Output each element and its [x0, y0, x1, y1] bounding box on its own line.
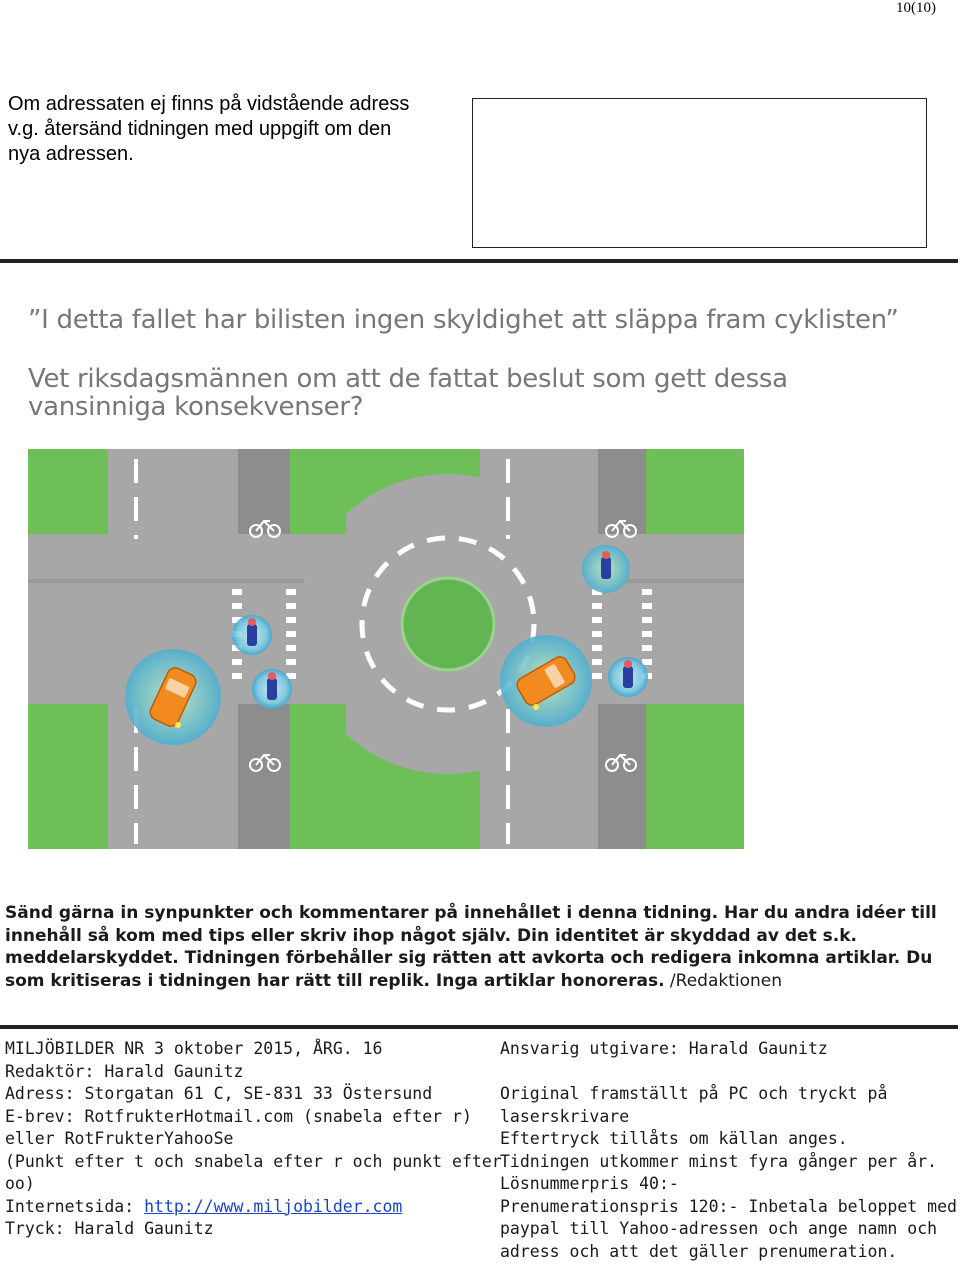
- cyclist-highlight: [582, 545, 630, 593]
- colophon-right: [500, 1038, 958, 1263]
- email-line-2: eller RotFrukterYahooSe: [5, 1129, 234, 1148]
- website-label: Internetsida:: [5, 1196, 145, 1216]
- address-line: Adress: Storgatan 61 C, SE-831 33 Östersund: [5, 1084, 433, 1103]
- editorial-signature: /Redaktionen: [664, 970, 783, 991]
- article-headline: ”I detta fallet har bilisten ingen skyldighet att släppa fram cyklisten”: [28, 305, 899, 335]
- return-address-note: [8, 92, 478, 167]
- top-divider: [0, 259, 958, 263]
- production-line-2: laserskrivare: [500, 1106, 630, 1126]
- website-link[interactable]: http://www.miljobilder.com: [144, 1196, 403, 1216]
- editorial-note-text: Sänd gärna in synpunkter och kommentarer på innehållet i denna tidning. Har du andra idéer till innehåll så kom med tips eller skriv ihop något själv. Din identitet är skyddad av det s.k. meddelarskyddet. Tidningen förbehåller sig rätten att avkorta och redigera inkomna artiklar. Du som kritiseras i tidningen har rätt till replik. Inga artiklar honoreras.: [5, 903, 937, 991]
- return-note-line: Om adressaten ej finns på vidstående adress: [8, 93, 410, 115]
- reprint-line: Eftertryck tillåts om källan anges.: [500, 1129, 848, 1148]
- email-line: E-brev: RotfrukterHotmail.com (snabela efter r): [5, 1106, 472, 1126]
- email-note-line-2: oo): [5, 1174, 35, 1193]
- roundabout-center: [402, 578, 494, 670]
- email-note-line: (Punkt efter t och snabela efter r och punkt efter: [5, 1151, 502, 1171]
- car-highlight: [125, 649, 221, 745]
- print-line: Tryck: Harald Gaunitz: [5, 1219, 214, 1238]
- website-line: [5, 1196, 485, 1219]
- roundabout-illustration: [28, 449, 744, 849]
- car-highlight: [500, 635, 592, 727]
- cyclist-highlight: [252, 669, 292, 709]
- article-subheadline: Vet riksdagsmännen om att de fattat beslut som gett dessa vansinniga konsekvenser?: [28, 364, 788, 422]
- cyclist-highlight: [608, 657, 648, 697]
- publisher-line: Ansvarig utgivare: Harald Gaunitz: [500, 1039, 828, 1058]
- address-label-box: [472, 98, 927, 248]
- bottom-divider: [0, 1025, 958, 1029]
- return-note-line: nya adressen.: [8, 143, 134, 165]
- editorial-note: [5, 902, 950, 992]
- colophon-left: [5, 1038, 502, 1241]
- subscription-line: Prenumerationspris 120:- Inbetala beloppet med paypal till Yahoo-adressen och ange namn och adress och att det gäller prenumeration.: [500, 1196, 957, 1261]
- page-number: 10(10): [896, 0, 936, 16]
- production-line: Original framställt på PC och tryckt på: [500, 1084, 888, 1103]
- single-price-line: Lösnummerpris 40:-: [500, 1174, 679, 1193]
- cyclist-highlight: [232, 615, 272, 655]
- issue-line: MILJÖBILDER NR 3 oktober 2015, ÅRG. 16: [5, 1039, 383, 1058]
- editor-line: Redaktör: Harald Gaunitz: [5, 1061, 244, 1081]
- frequency-line: Tidningen utkommer minst fyra gånger per år.: [500, 1151, 938, 1171]
- return-note-line: v.g. återsänd tidningen med uppgift om den: [8, 118, 392, 140]
